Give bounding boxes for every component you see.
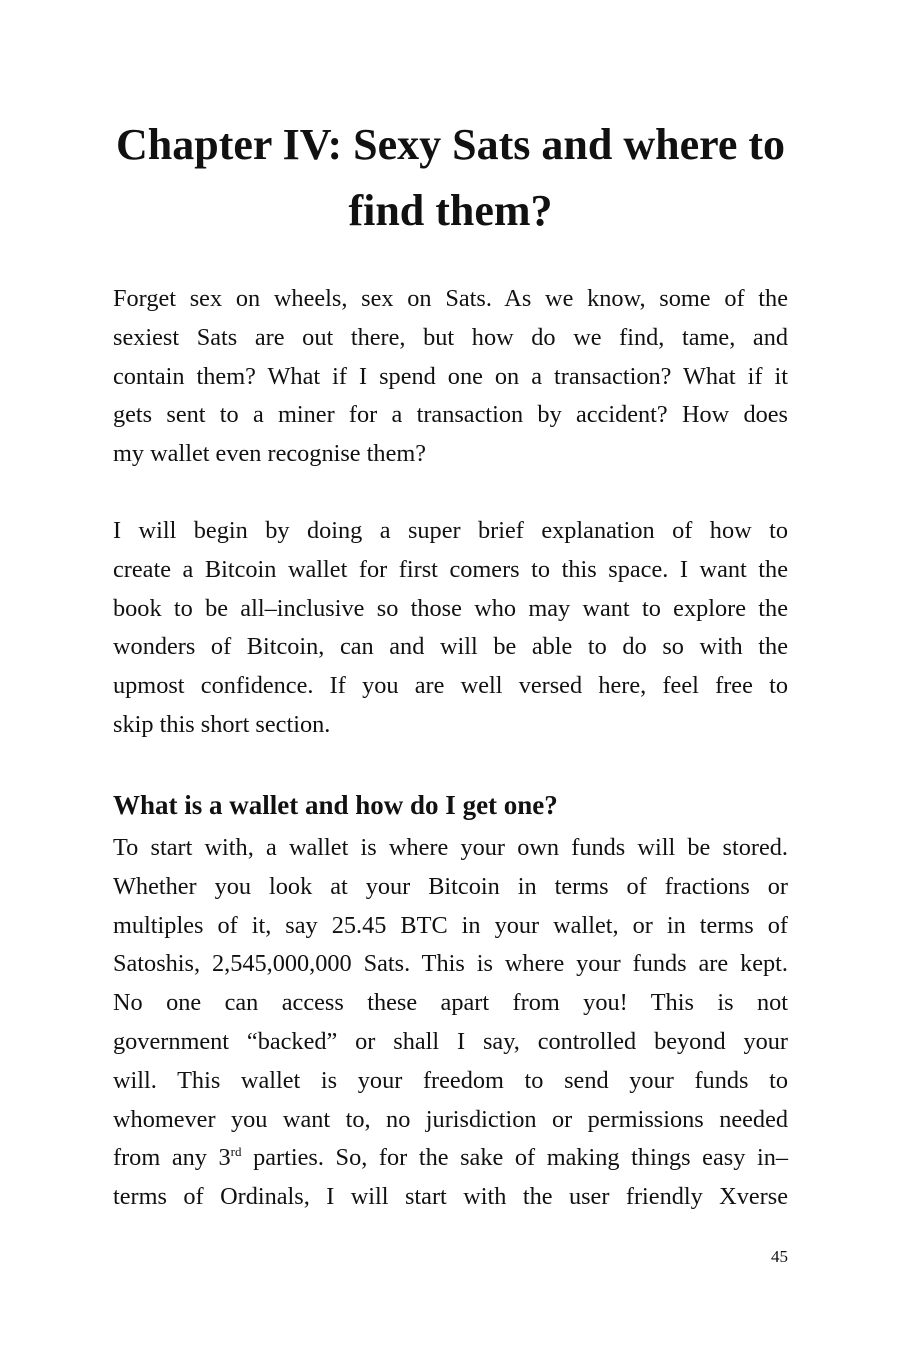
text-line: Whether you look at your Bitcoin in terms of fractions or [113,872,788,900]
text-line: multiples of it, say 25.45 BTC in your wallet, or in terms of [113,911,788,939]
text-line: Forget sex on wheels, sex on Sats. As we know, some of the [113,285,788,312]
text-line [113,1139,788,1178]
overview-paragraph [113,512,788,745]
book-page [113,0,788,1350]
section-heading: What is a wallet and how do I get one? [113,790,558,820]
text-line: whomever you want to, no jurisdiction or permissions needed [113,1105,788,1133]
text-line: I will begin by doing a super brief explanation of how to [113,517,788,544]
wallet-paragraph [113,829,788,1217]
text-line: book to be all–inclusive so those who may want to explore the [113,594,788,622]
chapter-title-line: Chapter IV: Sexy Sats and where to [115,120,786,169]
chapter-title-line: find them? [348,186,553,235]
text-fragment: from any 3 [113,1144,231,1172]
text-line: will. This wallet is your freedom to send your funds to [113,1066,788,1094]
text-line: upmost confidence. If you are well versed here, feel free to [113,672,788,700]
text-line: Satoshis, 2,545,000,000 Sats. This is where your funds are kept. [113,950,788,978]
text-line: create a Bitcoin wallet for first comers to this space. I want the [113,555,788,583]
text-line: gets sent to a miner for a transaction by accident? How does [113,401,788,429]
text-line: my wallet even recognise them? [113,440,427,468]
text-line: contain them? What if I spend one on a transaction? What if it [113,362,788,390]
chapter-title [113,112,788,244]
text-fragment: parties. So, for the sake of making things easy in– [241,1144,789,1172]
ordinal-superscript: rd [230,1144,242,1160]
text-line: terms of Ordinals, I will start with the user friendly Xverse [113,1183,788,1211]
text-line: wonders of Bitcoin, can and will be able to do so with the [113,633,788,661]
intro-paragraph [113,280,788,474]
text-line: To start with, a wallet is where your own funds will be stored. [113,834,788,861]
text-line: government “backed” or shall I say, controlled beyond your [113,1027,788,1055]
text-line: sexiest Sats are out there, but how do we find, tame, and [113,323,788,351]
text-line: skip this short section. [113,710,331,738]
text-line: No one can access these apart from you! This is not [113,989,788,1017]
page-number: 45 [771,1247,788,1266]
